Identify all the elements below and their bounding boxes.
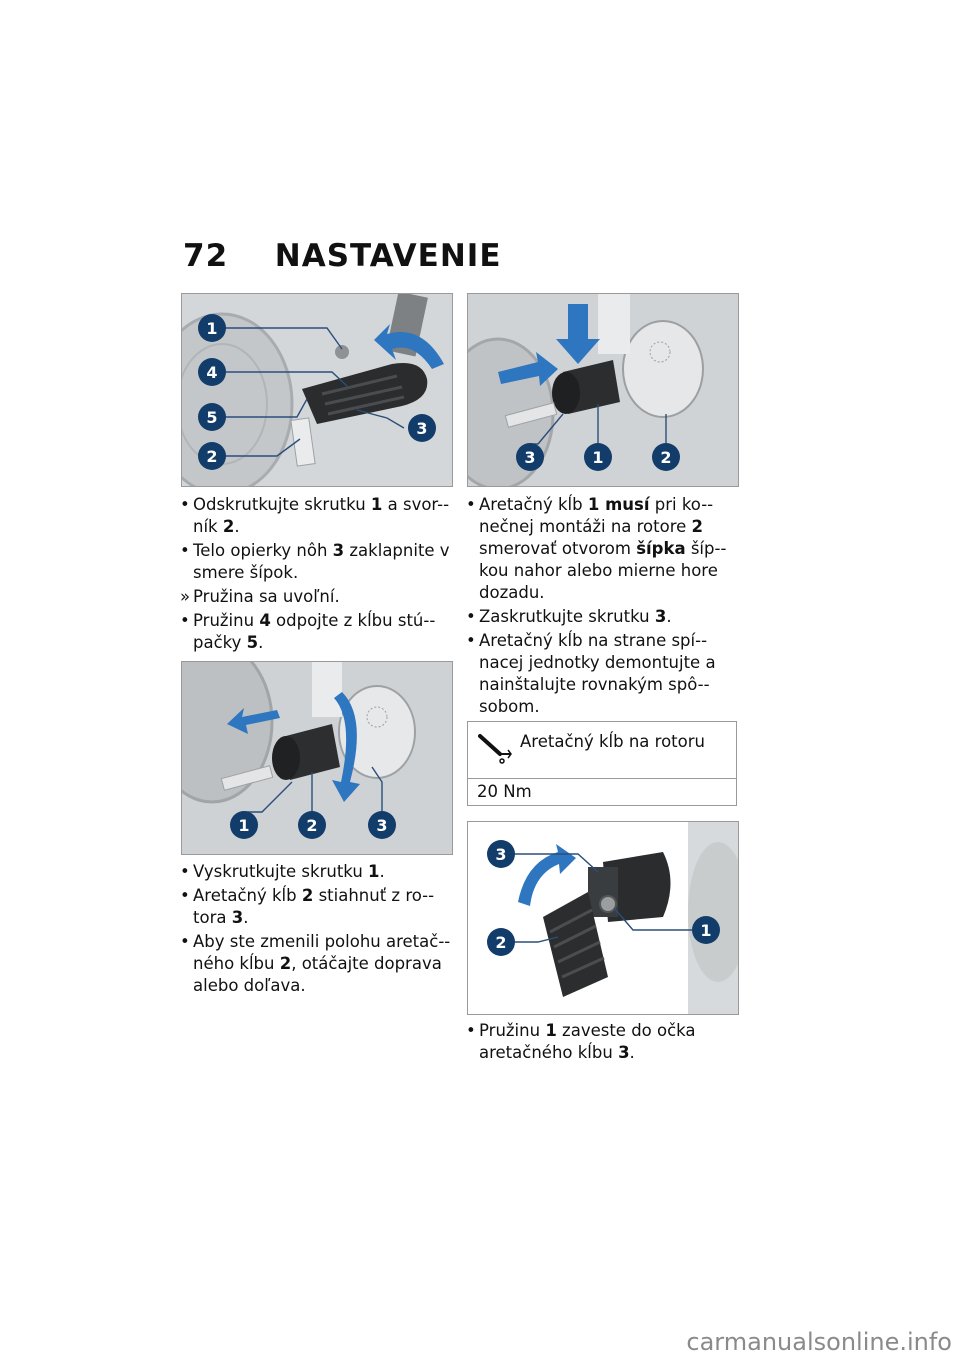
fig4-callout-3: 3 [495,845,507,864]
step-marker: • [180,862,190,881]
step-text: , otáčajte doprava alebo doľava. [193,954,442,995]
step-item [468,1020,740,1064]
step-text: . [243,908,249,927]
fig1-callout-1: 1 [206,319,218,338]
step-reference: 1 [368,862,380,881]
torque-spec-box [467,721,737,806]
step-text: Zaskrutkujte skrutku [479,607,655,626]
step-item [182,586,454,608]
step-item [182,931,454,997]
step-text: Pružinu [479,1021,546,1040]
step-marker: • [466,1021,476,1040]
step-text: smerovať otvorom [479,539,637,558]
step-text: zaklapnite v smere šípok. [193,541,450,582]
step-text: Pružina sa uvoľní. [193,587,340,606]
step-reference: 5 [246,633,259,652]
step-text: . [379,862,385,881]
step-reference: 1 [370,495,383,514]
step-marker: » [180,587,191,606]
step-reference: 2 [279,954,292,973]
step-text: Vyskrutkujte skrutku [193,862,369,881]
figure-detent-joint-mounting [467,293,739,487]
step-item [468,606,740,628]
figure-spring-hook [467,821,739,1015]
page-title: NASTAVENIE [274,238,502,274]
step-text: šíp-kou nahor alebo mierne hore dozadu. [479,539,727,602]
step-reference: 1 [545,1021,557,1040]
step-marker: • [180,886,190,905]
step-marker: • [466,631,476,650]
step-text: Aretačný kĺb na strane spí-nacej jednotky demontujte a nainštalujte rovnakým spô-sobom. [479,631,716,716]
figure-footrest-spring [181,293,453,487]
step-marker: • [180,495,190,514]
step-item [182,494,454,538]
step-text: Telo opierky nôh [193,541,333,560]
fig2-callout-2: 2 [306,816,318,835]
fig1-callout-3: 3 [416,419,428,438]
step-text: . [629,1043,635,1062]
fig3-callout-1: 1 [592,448,604,467]
page-header [183,238,502,274]
step-marker: • [180,932,190,951]
steps-list-4 [468,1020,740,1066]
step-item [182,885,454,929]
fig3-callout-3: 3 [524,448,536,467]
fig1-callout-5: 5 [206,408,218,427]
step-text: Odskrutkujte skrutku [193,495,371,514]
step-text: . [258,633,264,652]
step-text: zaveste do očka aretačného kĺbu [479,1021,696,1062]
step-reference: 3 [332,541,345,560]
fig1-callout-4: 4 [206,363,218,382]
step-text: odpojte z kĺbu stú-pačky [193,611,436,652]
watermark: carmanualsonline.info [686,1328,952,1356]
step-item [182,861,454,883]
step-reference: 3 [654,607,667,626]
steps-list-1 [182,494,454,656]
step-text: stiahnuť z ro-tora [193,886,435,927]
step-marker: • [180,541,190,560]
step-reference: 3 [231,908,244,927]
torque-label: Aretačný kĺb na rotoru [520,732,705,751]
fig2-callout-1: 1 [238,816,250,835]
step-reference: 2 [222,517,235,536]
step-reference: 3 [618,1043,630,1062]
fig3-callout-2: 2 [660,448,672,467]
step-text: Pružinu [193,611,260,630]
step-reference: 4 [259,611,271,630]
step-item [182,540,454,584]
step-reference: 2 [691,517,704,536]
step-text: Aretačný kĺb [193,886,302,905]
step-item [468,630,740,718]
step-item [468,494,740,604]
step-marker: • [466,495,476,514]
step-reference: šípka [636,539,686,558]
fig1-callout-2: 2 [206,447,218,466]
torque-value: 20 Nm [477,782,532,801]
steps-list-3 [468,494,740,720]
step-text: . [666,607,672,626]
step-text: . [234,517,240,536]
step-text: a svor-ník [193,495,450,536]
steps-list-2 [182,861,454,999]
step-item [182,610,454,654]
fig4-callout-1: 1 [700,921,712,940]
step-text: Aby ste zmenili polohu aretač-ného kĺbu [193,932,451,973]
fig2-callout-3: 3 [376,816,388,835]
step-reference: 2 [301,886,314,905]
page-number: 72 [183,238,229,274]
step-marker: • [180,611,190,630]
fig4-callout-2: 2 [495,933,507,952]
figure-detent-joint-removal [181,661,453,855]
torque-wrench-icon [478,730,514,766]
step-text: Aretačný kĺb [479,495,588,514]
step-marker: • [466,607,476,626]
step-text: pri ko-nečnej montáži na rotore [479,495,714,536]
step-reference: 1 musí [587,495,650,514]
